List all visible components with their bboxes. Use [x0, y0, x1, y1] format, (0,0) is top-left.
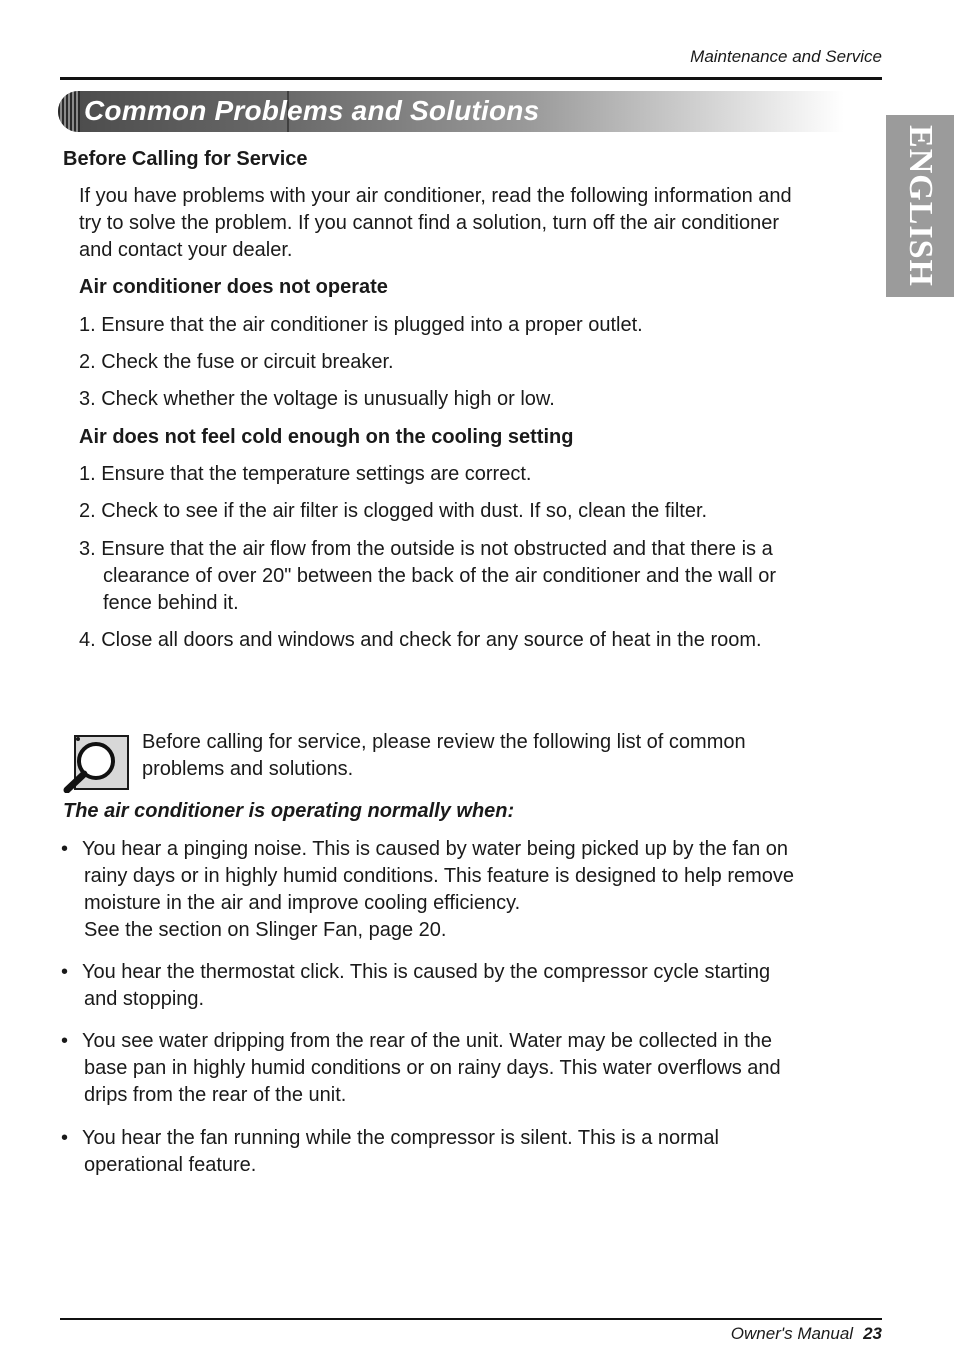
- section2-heading: Air does not feel cold enough on the cooling setting: [79, 426, 574, 448]
- note-line: problems and solutions.: [142, 758, 354, 780]
- section2-item: 4. Close all doors and windows and check for any source of heat in the room.: [79, 629, 762, 651]
- bullet-icon: •: [61, 961, 69, 983]
- section2-item: 2. Check to see if the air filter is clogged with dust. If so, clean the filter.: [79, 500, 708, 522]
- footer-rule: [60, 1318, 882, 1320]
- running-header: Maintenance and Service: [690, 47, 882, 66]
- normal-heading: The air conditioner is operating normally when:: [63, 800, 515, 822]
- section2-item-continued: clearance of over 20" between the back of the air conditioner and the wall or: [103, 565, 777, 587]
- section2-item-continued: fence behind it.: [103, 592, 239, 614]
- bullet-line: You hear the thermostat click. This is caused by the compressor cycle starting: [82, 961, 771, 983]
- section1-heading: Air conditioner does not operate: [79, 276, 388, 298]
- section1-item: 2. Check the fuse or circuit breaker.: [79, 351, 394, 373]
- intro-line: If you have problems with your air conditioner, read the following information and: [79, 185, 792, 207]
- bullet-line: You hear the fan running while the compressor is silent. This is a normal: [82, 1127, 720, 1149]
- page-number: 23: [863, 1324, 882, 1343]
- note-line: Before calling for service, please review the following list of common: [142, 731, 746, 753]
- page-footer: [731, 1324, 882, 1344]
- bullet-line: operational feature.: [84, 1154, 257, 1176]
- section2-item: 1. Ensure that the temperature settings are correct.: [79, 463, 532, 485]
- bullet-icon: •: [61, 1030, 69, 1052]
- intro-line: and contact your dealer.: [79, 239, 293, 261]
- bullet-line: and stopping.: [84, 988, 205, 1010]
- intro-heading: Before Calling for Service: [63, 148, 308, 170]
- section-title-bar: [58, 91, 844, 132]
- bullet-line: rainy days or in highly humid conditions. This feature is designed to help remove: [84, 865, 795, 887]
- section2-item: 3. Ensure that the air flow from the outside is not obstructed and that there is a: [79, 538, 773, 560]
- bullet-line: See the section on Slinger Fan, page 20.: [84, 919, 447, 941]
- bullet-line: moisture in the air and improve cooling efficiency.: [84, 892, 521, 914]
- bullet-line: You see water dripping from the rear of the unit. Water may be collected in the: [82, 1030, 772, 1052]
- bullet-icon: •: [61, 838, 69, 860]
- section1-item: 3. Check whether the voltage is unusually high or low.: [79, 388, 555, 410]
- intro-line: try to solve the problem. If you cannot find a solution, turn off the air conditioner: [79, 212, 780, 234]
- page-title: Common Problems and Solutions: [84, 95, 540, 126]
- footer-label: Owner's Manual: [730, 1324, 854, 1343]
- bullet-line: drips from the rear of the unit.: [84, 1084, 347, 1106]
- magnifier-icon: [62, 733, 130, 793]
- bullet-icon: •: [61, 1127, 69, 1149]
- bullet-line: You hear a pinging noise. This is caused by water being picked up by the fan on: [82, 838, 789, 860]
- header-rule: [60, 77, 882, 80]
- section1-item: 1. Ensure that the air conditioner is plugged into a proper outlet.: [79, 314, 643, 336]
- title-bar-stripes: [58, 91, 80, 132]
- bullet-line: base pan in highly humid conditions or on rainy days. This water overflows and: [84, 1057, 781, 1079]
- language-tab: [886, 115, 954, 297]
- language-tab-label: ENGLISH: [902, 125, 939, 287]
